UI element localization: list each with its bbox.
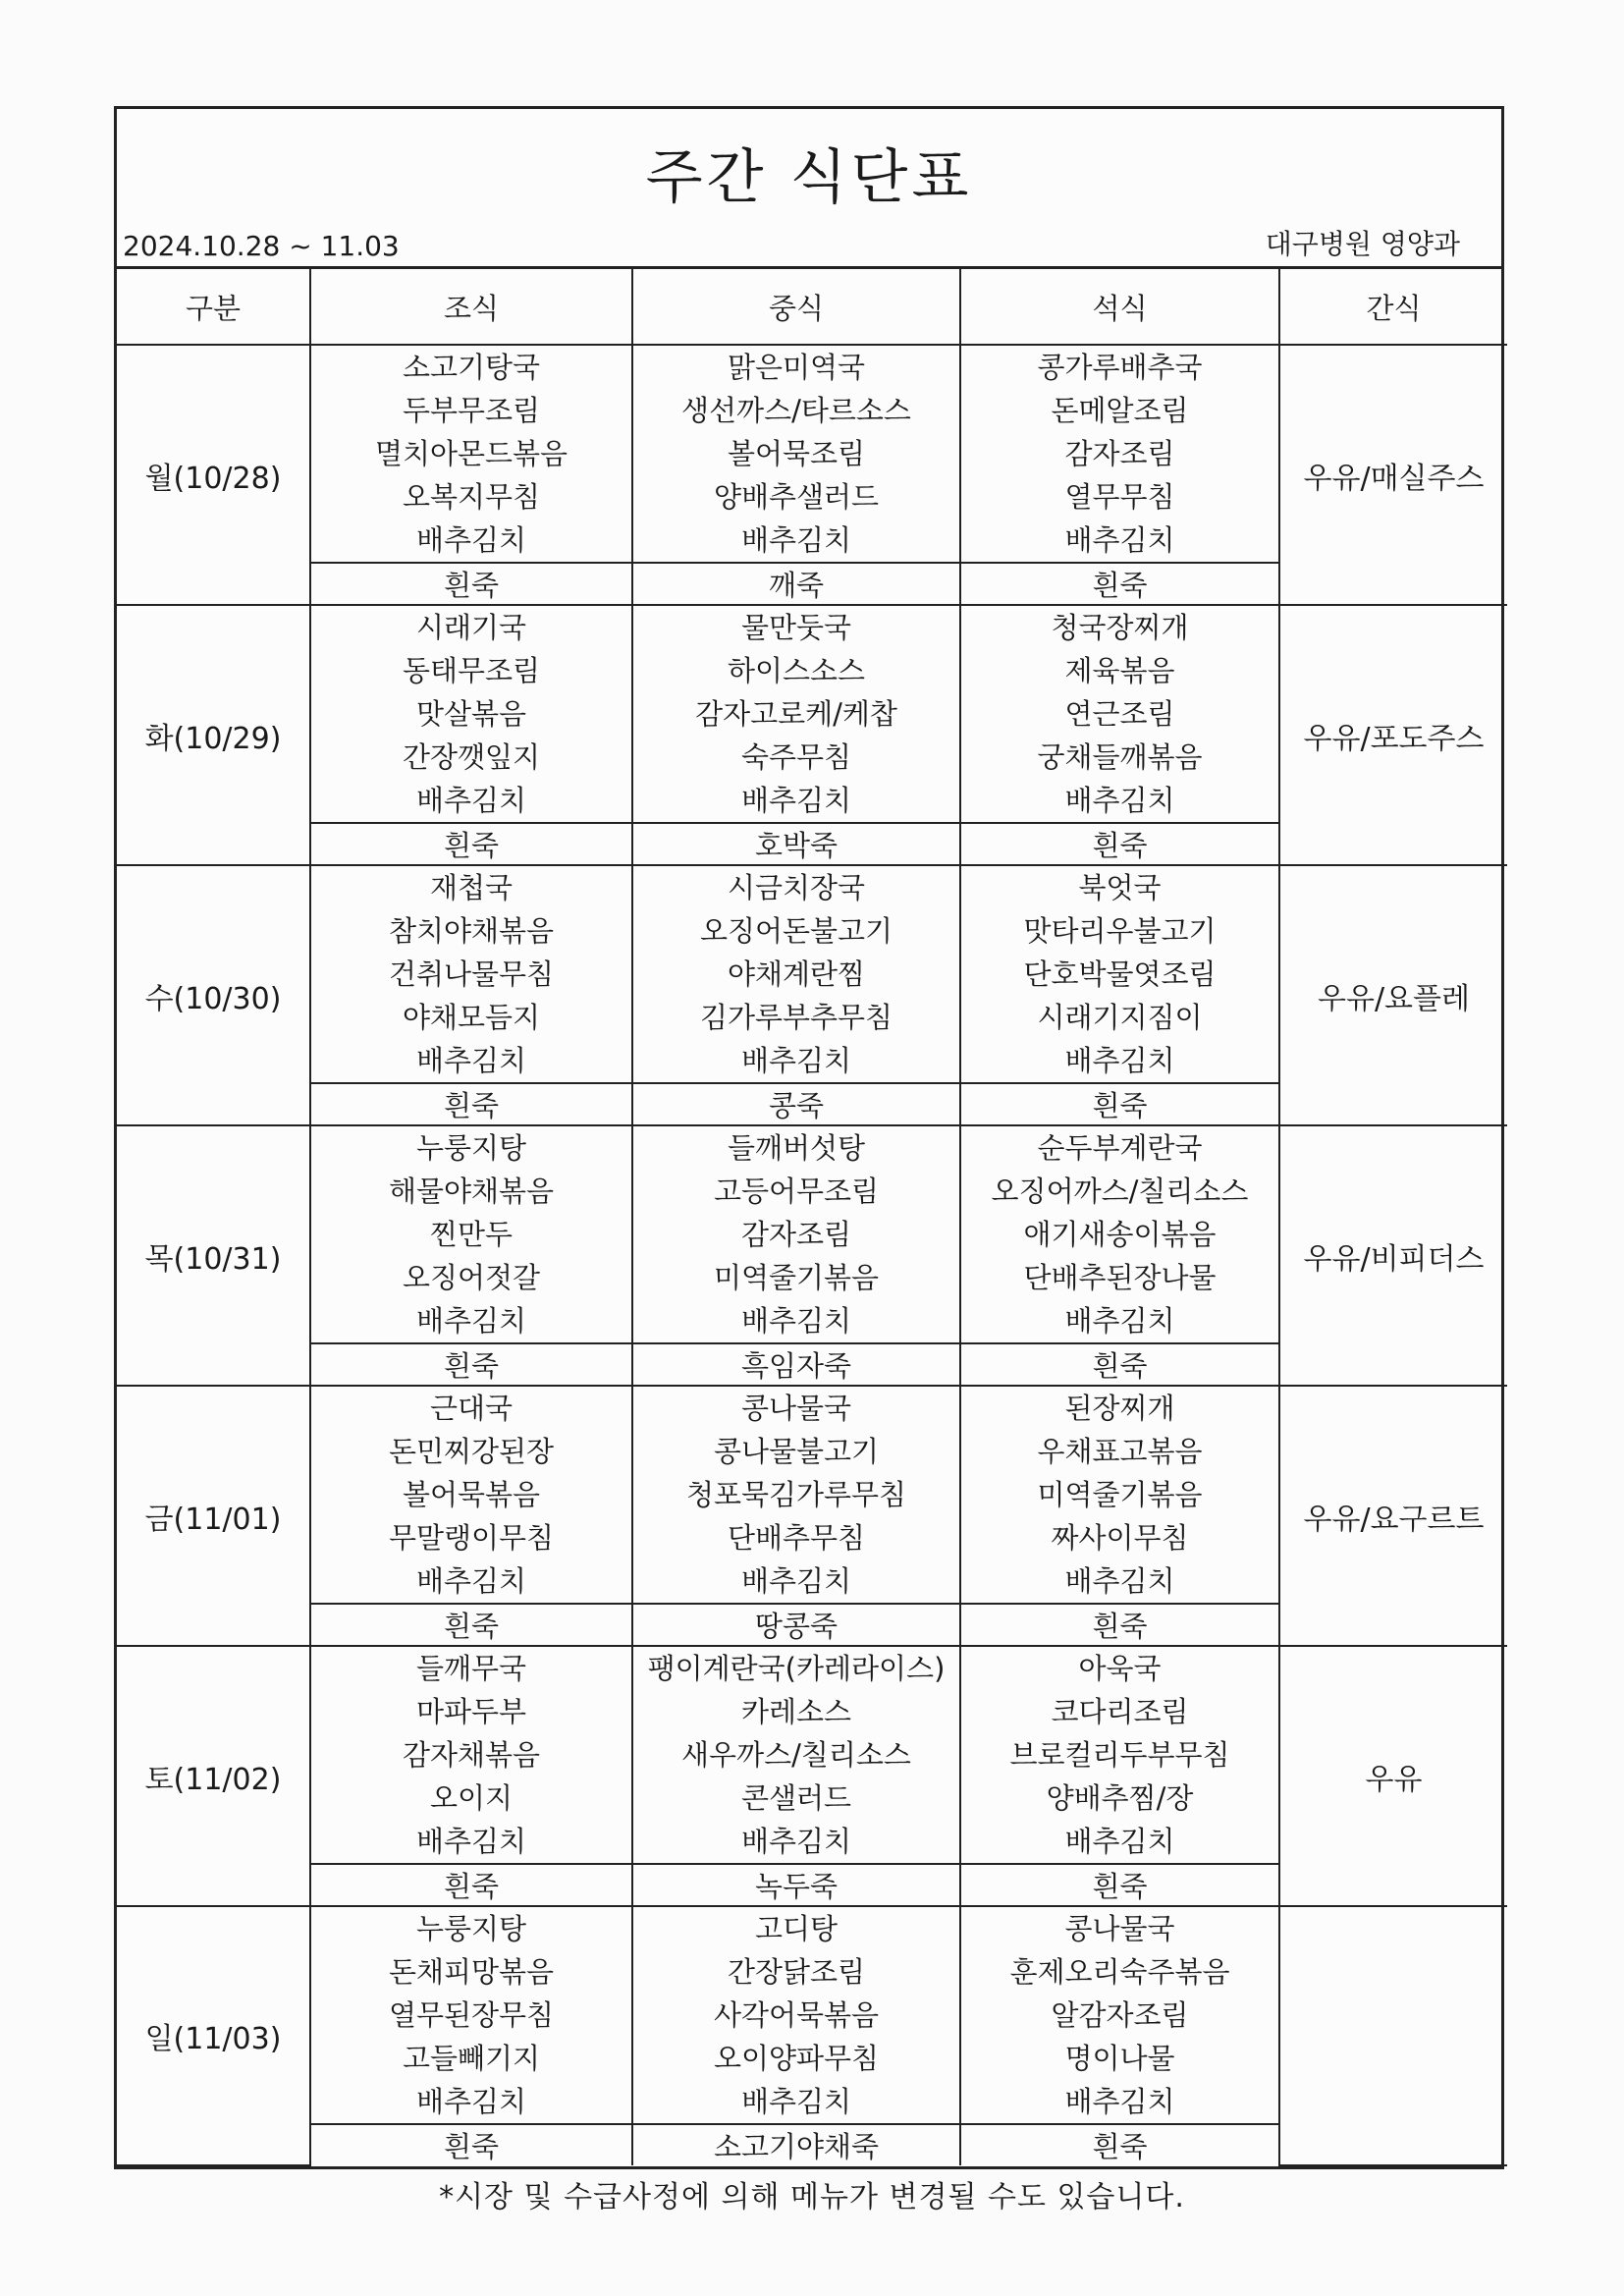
menu-item: 맛살볶음 bbox=[415, 697, 527, 731]
porridge-item: 흰죽 bbox=[310, 1604, 632, 1646]
menu-item: 배추김치 bbox=[740, 2085, 852, 2118]
menu-item: 시금치장국 bbox=[727, 871, 866, 904]
porridge-item: 흰죽 bbox=[960, 1864, 1279, 1906]
menu-item: 콘샐러드 bbox=[740, 1781, 852, 1815]
department-text: 대구병원 영양과 bbox=[1265, 228, 1460, 260]
menu-item: 양배추샐러드 bbox=[713, 480, 880, 514]
porridge-item: 흰죽 bbox=[310, 1083, 632, 1125]
lunch-cell bbox=[632, 345, 960, 563]
menu-item: 김가루부추무침 bbox=[699, 1001, 893, 1034]
menu-item: 사각어묵볶음 bbox=[713, 1998, 880, 2032]
menu-item: 우채표고볶음 bbox=[1037, 1435, 1203, 1468]
day-label: 금(11/01) bbox=[117, 1386, 310, 1646]
menu-item: 콩나물국 bbox=[740, 1392, 852, 1425]
menu-item: 간장닭조림 bbox=[727, 1955, 866, 1989]
porridge-item: 흰죽 bbox=[960, 1083, 1279, 1125]
menu-item: 배추김치 bbox=[415, 1825, 527, 1858]
porridge-item: 흰죽 bbox=[310, 2124, 632, 2165]
menu-item: 열무무침 bbox=[1064, 480, 1175, 514]
day-row bbox=[117, 865, 1507, 1083]
breakfast-cell bbox=[310, 605, 632, 823]
menu-item: 배추김치 bbox=[1064, 1564, 1175, 1598]
menu-item: 된장찌개 bbox=[1064, 1392, 1175, 1425]
dinner-cell bbox=[960, 1906, 1279, 2124]
menu-item: 감자고로케/케찹 bbox=[695, 697, 897, 731]
menu-item: 멸치아몬드볶음 bbox=[374, 437, 568, 470]
column-header-breakfast: 조식 bbox=[310, 269, 632, 345]
porridge-item: 흑임자죽 bbox=[632, 1343, 960, 1386]
lunch-cell bbox=[632, 1125, 960, 1343]
menu-item: 누룽지탕 bbox=[415, 1912, 527, 1945]
lunch-cell bbox=[632, 865, 960, 1083]
menu-sheet bbox=[114, 106, 1504, 2169]
day-row bbox=[117, 1906, 1507, 2124]
day-row bbox=[117, 1386, 1507, 1604]
breakfast-cell bbox=[310, 1125, 632, 1343]
menu-item: 양배추찜/장 bbox=[1046, 1781, 1194, 1815]
snack-cell: 우유/포도주스 bbox=[1279, 605, 1507, 865]
menu-item: 연근조림 bbox=[1064, 697, 1175, 731]
column-header-category: 구분 bbox=[117, 269, 310, 345]
menu-item: 들깨무국 bbox=[415, 1652, 527, 1685]
day-label: 화(10/29) bbox=[117, 605, 310, 865]
dinner-cell bbox=[960, 1386, 1279, 1604]
menu-item: 순두부계란국 bbox=[1037, 1131, 1203, 1165]
lunch-cell bbox=[632, 605, 960, 823]
menu-item: 찐만두 bbox=[429, 1218, 514, 1251]
menu-item: 궁채들깨볶음 bbox=[1037, 740, 1203, 774]
menu-item: 오복지무침 bbox=[402, 480, 541, 514]
day-label: 수(10/30) bbox=[117, 865, 310, 1125]
menu-item: 오이양파무침 bbox=[713, 2042, 880, 2075]
header-row bbox=[117, 269, 1507, 345]
breakfast-cell bbox=[310, 865, 632, 1083]
menu-item: 맑은미역국 bbox=[727, 351, 866, 384]
menu-item: 명이나물 bbox=[1064, 2042, 1175, 2075]
menu-item: 짜사이무침 bbox=[1051, 1521, 1189, 1555]
menu-item: 해물야채볶음 bbox=[388, 1175, 555, 1208]
menu-item: 단배추된장나물 bbox=[1023, 1261, 1217, 1294]
porridge-item: 흰죽 bbox=[960, 1604, 1279, 1646]
porridge-item: 깨죽 bbox=[632, 563, 960, 605]
snack-cell: 우유/요플레 bbox=[1279, 865, 1507, 1125]
menu-item: 코다리조림 bbox=[1051, 1695, 1189, 1728]
menu-item: 배추김치 bbox=[415, 1304, 527, 1338]
menu-item: 청국장찌개 bbox=[1051, 611, 1189, 644]
menu-item: 맛타리우불고기 bbox=[1023, 914, 1217, 948]
column-header-dinner: 석식 bbox=[960, 269, 1279, 345]
menu-item: 돈메알조림 bbox=[1051, 394, 1189, 427]
dinner-cell bbox=[960, 345, 1279, 563]
day-row bbox=[117, 1646, 1507, 1864]
snack-cell bbox=[1279, 1906, 1507, 2165]
day-label: 월(10/28) bbox=[117, 345, 310, 605]
period-text: 2024.10.28 ~ 11.03 bbox=[123, 230, 400, 262]
menu-item: 팽이계란국(카레라이스) bbox=[647, 1652, 946, 1685]
porridge-item: 흰죽 bbox=[960, 823, 1279, 865]
menu-item: 아욱국 bbox=[1078, 1652, 1162, 1685]
porridge-item: 흰죽 bbox=[310, 1864, 632, 1906]
porridge-item: 흰죽 bbox=[310, 823, 632, 865]
day-label: 토(11/02) bbox=[117, 1646, 310, 1906]
menu-item: 동태무조림 bbox=[402, 654, 541, 687]
menu-item: 재첩국 bbox=[429, 871, 514, 904]
menu-item: 배추김치 bbox=[415, 2085, 527, 2118]
porridge-item: 흰죽 bbox=[310, 1343, 632, 1386]
porridge-item: 소고기야채죽 bbox=[632, 2124, 960, 2165]
menu-table bbox=[117, 269, 1507, 2166]
menu-item: 배추김치 bbox=[1064, 523, 1175, 557]
dinner-cell bbox=[960, 865, 1279, 1083]
menu-item: 간장깻잎지 bbox=[402, 740, 541, 774]
menu-item: 하이스소스 bbox=[727, 654, 866, 687]
snack-cell: 우유/비피더스 bbox=[1279, 1125, 1507, 1386]
menu-item: 배추김치 bbox=[1064, 2085, 1175, 2118]
menu-item: 배추김치 bbox=[1064, 1825, 1175, 1858]
porridge-item: 콩죽 bbox=[632, 1083, 960, 1125]
porridge-item: 흰죽 bbox=[960, 563, 1279, 605]
porridge-item: 흰죽 bbox=[960, 1343, 1279, 1386]
menu-item: 무말랭이무침 bbox=[388, 1521, 555, 1555]
menu-item: 숙주무침 bbox=[740, 740, 852, 774]
menu-item: 건취나물무침 bbox=[388, 957, 555, 991]
breakfast-cell bbox=[310, 345, 632, 563]
column-header-snack: 간식 bbox=[1279, 269, 1507, 345]
menu-item: 배추김치 bbox=[740, 1304, 852, 1338]
porridge-item: 녹두죽 bbox=[632, 1864, 960, 1906]
menu-item: 감자조림 bbox=[1064, 437, 1175, 470]
menu-item: 알감자조림 bbox=[1051, 1998, 1189, 2032]
title-area bbox=[117, 109, 1501, 269]
menu-item: 배추김치 bbox=[740, 1564, 852, 1598]
dinner-cell bbox=[960, 1125, 1279, 1343]
menu-item: 감자채볶음 bbox=[402, 1738, 541, 1772]
menu-item: 청포묵김가루무침 bbox=[685, 1478, 907, 1511]
menu-item: 마파두부 bbox=[415, 1695, 527, 1728]
menu-item: 콩나물국 bbox=[1064, 1912, 1175, 1945]
menu-item: 훈제오리숙주볶음 bbox=[1009, 1955, 1230, 1989]
porridge-item: 흰죽 bbox=[960, 2124, 1279, 2165]
lunch-cell bbox=[632, 1646, 960, 1864]
menu-item: 야채모듬지 bbox=[402, 1001, 541, 1034]
menu-item: 오징어까스/칠리소스 bbox=[991, 1175, 1249, 1208]
day-label: 목(10/31) bbox=[117, 1125, 310, 1386]
menu-item: 물만둣국 bbox=[740, 611, 852, 644]
menu-item: 카레소스 bbox=[740, 1695, 852, 1728]
menu-item: 애기새송이볶음 bbox=[1023, 1218, 1217, 1251]
menu-item: 배추김치 bbox=[1064, 1304, 1175, 1338]
menu-item: 콩가루배추국 bbox=[1037, 351, 1203, 384]
menu-item: 돈채피망볶음 bbox=[388, 1955, 555, 1989]
menu-item: 돈민찌강된장 bbox=[388, 1435, 555, 1468]
menu-item: 배추김치 bbox=[415, 1044, 527, 1077]
breakfast-cell bbox=[310, 1906, 632, 2124]
menu-item: 오징어돈불고기 bbox=[699, 914, 893, 948]
menu-item: 단호박물엿조림 bbox=[1023, 957, 1217, 991]
snack-cell: 우유 bbox=[1279, 1646, 1507, 1906]
menu-item: 두부무조림 bbox=[402, 394, 541, 427]
menu-item: 배추김치 bbox=[415, 784, 527, 817]
breakfast-cell bbox=[310, 1646, 632, 1864]
dinner-cell bbox=[960, 605, 1279, 823]
menu-item: 새우까스/칠리소스 bbox=[681, 1738, 911, 1772]
day-row bbox=[117, 1125, 1507, 1343]
menu-item: 오징어젓갈 bbox=[402, 1261, 541, 1294]
menu-item: 시래기국 bbox=[415, 611, 527, 644]
menu-item: 야채계란찜 bbox=[727, 957, 866, 991]
menu-item: 배추김치 bbox=[740, 1044, 852, 1077]
day-row bbox=[117, 605, 1507, 823]
menu-item: 배추김치 bbox=[1064, 784, 1175, 817]
snack-cell: 우유/매실주스 bbox=[1279, 345, 1507, 605]
day-row bbox=[117, 345, 1507, 563]
menu-item: 고등어무조림 bbox=[713, 1175, 880, 1208]
menu-item: 고들빼기지 bbox=[402, 2042, 541, 2075]
menu-item: 참치야채볶음 bbox=[388, 914, 555, 948]
menu-item: 배추김치 bbox=[1064, 1044, 1175, 1077]
menu-item: 배추김치 bbox=[740, 784, 852, 817]
breakfast-cell bbox=[310, 1386, 632, 1604]
menu-item: 소고기탕국 bbox=[402, 351, 541, 384]
menu-item: 배추김치 bbox=[415, 1564, 527, 1598]
menu-item: 북엇국 bbox=[1078, 871, 1162, 904]
footer-note: *시장 및 수급사정에 의해 메뉴가 변경될 수도 있습니다. bbox=[439, 2180, 1185, 2214]
snack-cell: 우유/요구르트 bbox=[1279, 1386, 1507, 1646]
lunch-cell bbox=[632, 1906, 960, 2124]
column-header-lunch: 중식 bbox=[632, 269, 960, 345]
menu-item: 생선까스/타르소스 bbox=[681, 394, 911, 427]
dinner-cell bbox=[960, 1646, 1279, 1864]
menu-item: 미역줄기볶음 bbox=[1037, 1478, 1203, 1511]
menu-item: 배추김치 bbox=[740, 523, 852, 557]
menu-item: 미역줄기볶음 bbox=[713, 1261, 880, 1294]
lunch-cell bbox=[632, 1386, 960, 1604]
menu-item: 볼어묵조림 bbox=[727, 437, 866, 470]
menu-body bbox=[117, 345, 1507, 2165]
menu-item: 감자조림 bbox=[740, 1218, 852, 1251]
menu-item: 단배추무침 bbox=[727, 1521, 866, 1555]
menu-item: 볼어묵볶음 bbox=[402, 1478, 541, 1511]
page-title: 주간 식단표 bbox=[645, 143, 973, 212]
day-label: 일(11/03) bbox=[117, 1906, 310, 2165]
menu-item: 제육볶음 bbox=[1064, 654, 1175, 687]
menu-item: 누룽지탕 bbox=[415, 1131, 527, 1165]
porridge-item: 흰죽 bbox=[310, 563, 632, 605]
porridge-item: 호박죽 bbox=[632, 823, 960, 865]
menu-item: 고디탕 bbox=[754, 1912, 839, 1945]
menu-item: 오이지 bbox=[429, 1781, 514, 1815]
menu-item: 콩나물불고기 bbox=[713, 1435, 880, 1468]
menu-item: 배추김치 bbox=[415, 523, 527, 557]
menu-item: 근대국 bbox=[429, 1392, 514, 1425]
menu-item: 브로컬리두부무침 bbox=[1009, 1738, 1230, 1772]
menu-item: 배추김치 bbox=[740, 1825, 852, 1858]
porridge-item: 땅콩죽 bbox=[632, 1604, 960, 1646]
menu-item: 열무된장무침 bbox=[388, 1998, 555, 2032]
menu-item: 들깨버섯탕 bbox=[727, 1131, 866, 1165]
menu-item: 시래기지짐이 bbox=[1037, 1001, 1203, 1034]
